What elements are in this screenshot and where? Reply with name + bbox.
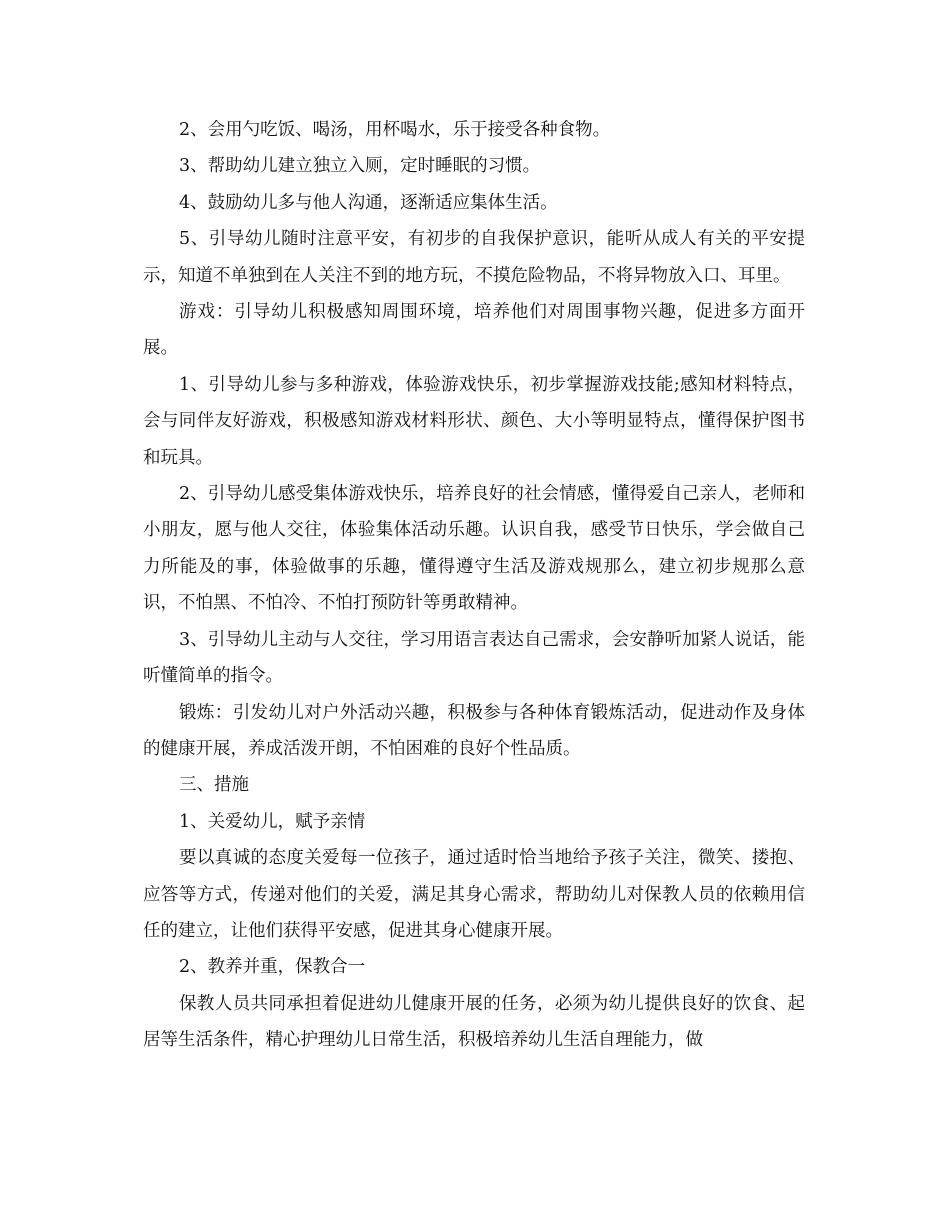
paragraph-games-2: 2、引导幼儿感受集体游戏快乐，培养良好的社会情感，懂得爱自己亲人，老师和小朋友，愿与他人交往，体验集体活动乐趣。认识自我，感受节日快乐，学会做自己力所能及的事，体验做事的乐趣，懂得遵守生活及游戏规那么，建立初步规那么意识，不怕黑、不怕冷、不怕打预防针等勇敢精神。: [143, 484, 805, 614]
paragraph-item-3-toilet: 3、帮助幼儿建立独立入厕，定时睡眠的习惯。: [179, 156, 541, 177]
paragraph-item-4-communicate: 4、鼓励幼儿多与他人沟通，逐渐适应集体生活。: [179, 192, 558, 213]
paragraph-games-intro: 游戏：引导幼儿积极感知周围环境，培养他们对周围事物兴趣，促进多方面开展。: [143, 302, 805, 359]
paragraph-games-3: 3、引导幼儿主动与人交往，学习用语言表达自己需求，会安静听加紧人说话，能听懂简单的指令。: [143, 629, 805, 687]
subheading-care: 1、关爱幼儿，赋予亲情: [179, 811, 366, 832]
paragraph-item-5-safety: 5、引导幼儿随时注意平安，有初步的自我保护意识，能听从成人有关的平安提示，知道不单独到在人关注不到的地方玩，不摸危险物品，不将异物放入口、耳里。: [143, 229, 805, 286]
paragraph-item-2-spoon: 2、会用勺吃饭、喝汤，用杯喝水，乐于接受各种食物。: [179, 120, 611, 140]
paragraph-education-body: 保教人员共同承担着促进幼儿健康开展的任务，必须为幼儿提供良好的饮食、起居等生活条件，精心护理幼儿日常生活，积极培养幼儿生活自理能力，做: [143, 993, 805, 1051]
paragraph-games-1: 1、引导幼儿参与多种游戏，体验游戏快乐，初步掌握游戏技能;感知材料特点，会与同伴友好游戏，积极感知游戏材料形状、颜色、大小等明显特点，懂得保护图书和玩具。: [143, 374, 805, 468]
document-body: [143, 112, 805, 1059]
paragraph-care-body: 要以真诚的态度关爱每一位孩子，通过适时恰当地给予孩子关注，微笑、搂抱、应答等方式，传递对他们的关爱，满足其身心需求，帮助幼儿对保教人员的依赖用信任的建立，让他们获得平安感，促进其身心健康开展。: [143, 848, 805, 941]
section-heading-measures: 三、措施: [179, 775, 249, 796]
paragraph-exercise: 锻炼：引发幼儿对户外活动兴趣，积极参与各种体育锻炼活动，促进动作及身体的健康开展，养成活泼开朗，不怕困难的良好个性品质。: [143, 702, 805, 759]
subheading-education: 2、教养并重，保教合一: [179, 957, 366, 978]
